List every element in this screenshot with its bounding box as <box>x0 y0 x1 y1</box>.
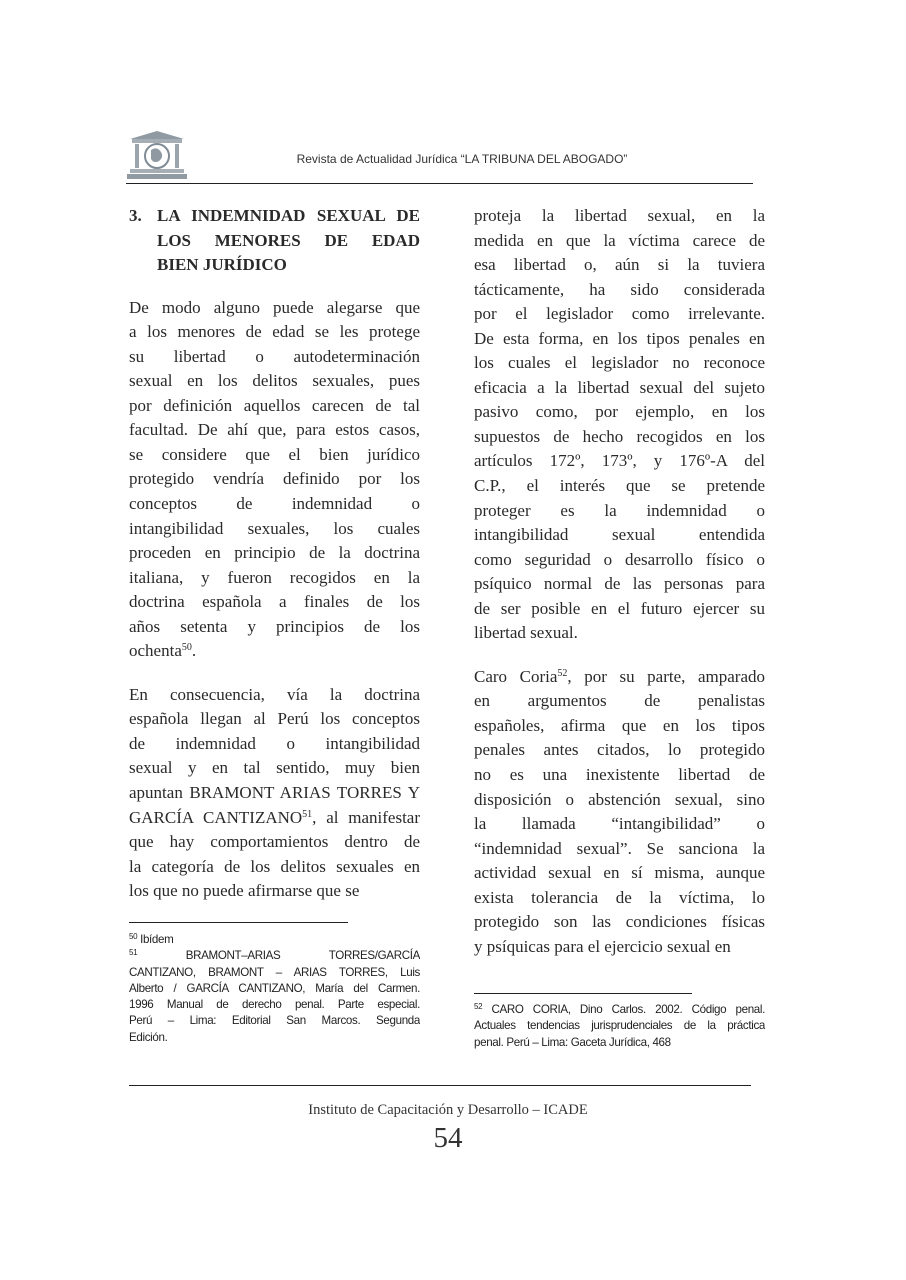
footnote-rule <box>129 922 348 923</box>
text-line <box>129 639 420 664</box>
text-segment: GARCÍA CANTIZANO <box>129 807 303 827</box>
text-line: los que no puede afirmarse que se <box>129 881 360 901</box>
text-line: Edición. <box>129 1030 168 1044</box>
footnote <box>129 932 420 948</box>
text-line: libertad sexual. <box>474 623 578 643</box>
footnote-ref[interactable]: 50 <box>181 642 192 654</box>
text-line: de indemnidad o intangibilidad <box>129 733 420 753</box>
footnote <box>474 1002 765 1051</box>
text-segment: CARO CORIA, Dino Carlos. 2002. Código penal. <box>482 1003 765 1016</box>
right-column <box>474 204 765 978</box>
text-line: la categoría de los delitos sexuales en <box>129 856 420 876</box>
text-segment: Caro Coria <box>474 666 558 686</box>
text-line: esa libertad o, aún si la tuviera <box>474 255 765 275</box>
text-line: artículos 172º, 173º, y 176º-A del <box>474 451 765 471</box>
text-line: psíquico normal de las personas para <box>474 574 765 594</box>
text-line: actividad sexual en sí misma, aunque <box>474 863 765 883</box>
text-line: “indemnidad sexual”. Se sanciona la <box>474 838 765 858</box>
text-line: por definición aquellos carecen de tal <box>129 395 420 415</box>
text-line: Perú – Lima: Editorial San Marcos. Segunda <box>129 1014 420 1028</box>
icade-logo <box>126 130 188 180</box>
text-segment: ochenta <box>129 641 182 661</box>
text-line: supuestos de hecho recogidos en los <box>474 426 765 446</box>
text-line: intangibilidad sexual entendida <box>474 525 765 545</box>
text-line: Actuales tendencias jurisprudenciales de la práctica <box>474 1019 765 1033</box>
text-line: se considere que el bien jurídico <box>129 444 420 464</box>
footnote-ref[interactable]: 50 <box>129 932 138 941</box>
text-line: italiana, y fueron recogidos en la <box>129 567 420 587</box>
text-segment: BRAMONT–ARIAS TORRES/GARCÍA <box>137 949 420 963</box>
footnote-ref[interactable]: 51 <box>129 948 138 958</box>
text-line: medida en que la víctima carece de <box>474 230 765 250</box>
text-line: proteja la libertad sexual, en la <box>474 206 765 225</box>
text-line <box>129 948 420 964</box>
text-line: facultad. De ahí que, para estos casos, <box>129 420 420 440</box>
left-column <box>129 204 420 923</box>
text-line: protegido son las condiciones físicas <box>474 912 765 932</box>
paragraph <box>474 204 765 646</box>
text-line: De modo alguno puede alegarse que <box>129 297 420 317</box>
text-line: doctrina española a finales de los <box>129 592 420 612</box>
text-line: penal. Perú – Lima: Gaceta Jurídica, 468 <box>474 1035 671 1049</box>
footnote-ref[interactable]: 52 <box>474 1002 483 1011</box>
text-line: De esta forma, en los tipos penales en <box>474 328 765 348</box>
paragraph <box>129 683 420 904</box>
text-line: exista tolerancia de la víctima, lo <box>474 887 765 907</box>
page-number: 54 <box>433 1122 463 1154</box>
text-line: no es una inexistente libertad de <box>474 765 765 785</box>
text-line: protegido vendría definido por los <box>129 469 420 489</box>
text-line: conceptos de indemnidad o <box>129 494 420 514</box>
text-line: CANTIZANO, BRAMONT – ARIAS TORRES, Luis <box>129 965 420 979</box>
footnote-rule <box>474 993 692 994</box>
text-line: sexual en los delitos sexuales, pues <box>129 371 420 391</box>
right-footnotes <box>474 1002 765 1051</box>
text-line: y psíquicas para el ejercicio sexual en <box>474 936 731 956</box>
text-line: que hay comportamientos dentro de <box>129 832 420 852</box>
footer-institution: Instituto de Capacitación y Desarrollo – ICADE <box>308 1102 588 1118</box>
text-line: apuntan BRAMONT ARIAS TORRES Y <box>129 783 420 803</box>
text-line: años setenta y principios de los <box>129 616 420 636</box>
header-rule <box>126 183 753 184</box>
section-heading <box>129 204 420 278</box>
text-line: sexual y en tal sentido, muy bien <box>129 758 420 778</box>
text-segment: , al manifestar <box>312 807 420 827</box>
text-line: LA INDEMNIDAD SEXUAL DE <box>157 206 420 225</box>
footer-rule <box>129 1085 751 1086</box>
left-footnotes <box>129 932 420 1046</box>
paragraph <box>474 665 765 960</box>
text-segment: . <box>191 641 197 661</box>
text-line: disposición o abstención sexual, sino <box>474 789 765 809</box>
text-line: C.P., el interés que se pretende <box>474 476 765 496</box>
text-line: españoles, afirma que en los tipos <box>474 715 765 735</box>
text-segment: , por su parte, amparado <box>567 666 765 686</box>
paragraph <box>129 296 420 664</box>
text-line: 1996 Manual de derecho penal. Parte especial. <box>129 998 420 1012</box>
text-line <box>129 932 420 948</box>
text-line: la llamada “intangibilidad” o <box>474 814 765 834</box>
text-line: tácticamente, ha sido considerada <box>474 279 765 299</box>
text-line: proceden en principio de la doctrina <box>129 543 420 563</box>
text-line: intangibilidad sexuales, los cuales <box>129 518 420 538</box>
text-line: por el legislador como irrelevante. <box>474 304 765 324</box>
text-line: los cuales el legislador no reconoce <box>474 353 765 373</box>
text-line: LOS MENORES DE EDAD <box>157 230 420 250</box>
text-line: Alberto / GARCÍA CANTIZANO, María del Carmen. <box>129 981 420 995</box>
text-line: como seguridad o desarrollo físico o <box>474 549 765 569</box>
text-line <box>129 806 420 831</box>
section-number: 3. <box>129 206 142 225</box>
text-segment: Ibídem <box>137 933 174 946</box>
text-line: BIEN JURÍDICO <box>157 255 287 275</box>
footnote-ref[interactable]: 52 <box>557 667 568 679</box>
text-line: En consecuencia, vía la doctrina <box>129 684 420 704</box>
text-line <box>474 665 765 690</box>
text-line <box>474 1002 765 1018</box>
text-line: penales antes citados, lo protegido <box>474 740 765 760</box>
text-line: su libertad o autodeterminación <box>129 346 420 366</box>
text-line: de ser posible en el futuro ejercer su <box>474 598 765 618</box>
text-line: española llegan al Perú los conceptos <box>129 709 420 729</box>
text-line: pasivo como, por ejemplo, en los <box>474 402 765 422</box>
journal-title: Revista de Actualidad Jurídica “LA TRIBUNA DEL ABOGADO” <box>296 152 628 166</box>
footnote-ref[interactable]: 51 <box>302 808 313 820</box>
footnote <box>129 948 420 1046</box>
text-line: proteger es la indemnidad o <box>474 500 765 520</box>
text-line: a los menores de edad se les protege <box>129 322 420 342</box>
text-line: eficacia a la libertad sexual del sujeto <box>474 377 765 397</box>
text-line: en argumentos de penalistas <box>474 691 765 711</box>
